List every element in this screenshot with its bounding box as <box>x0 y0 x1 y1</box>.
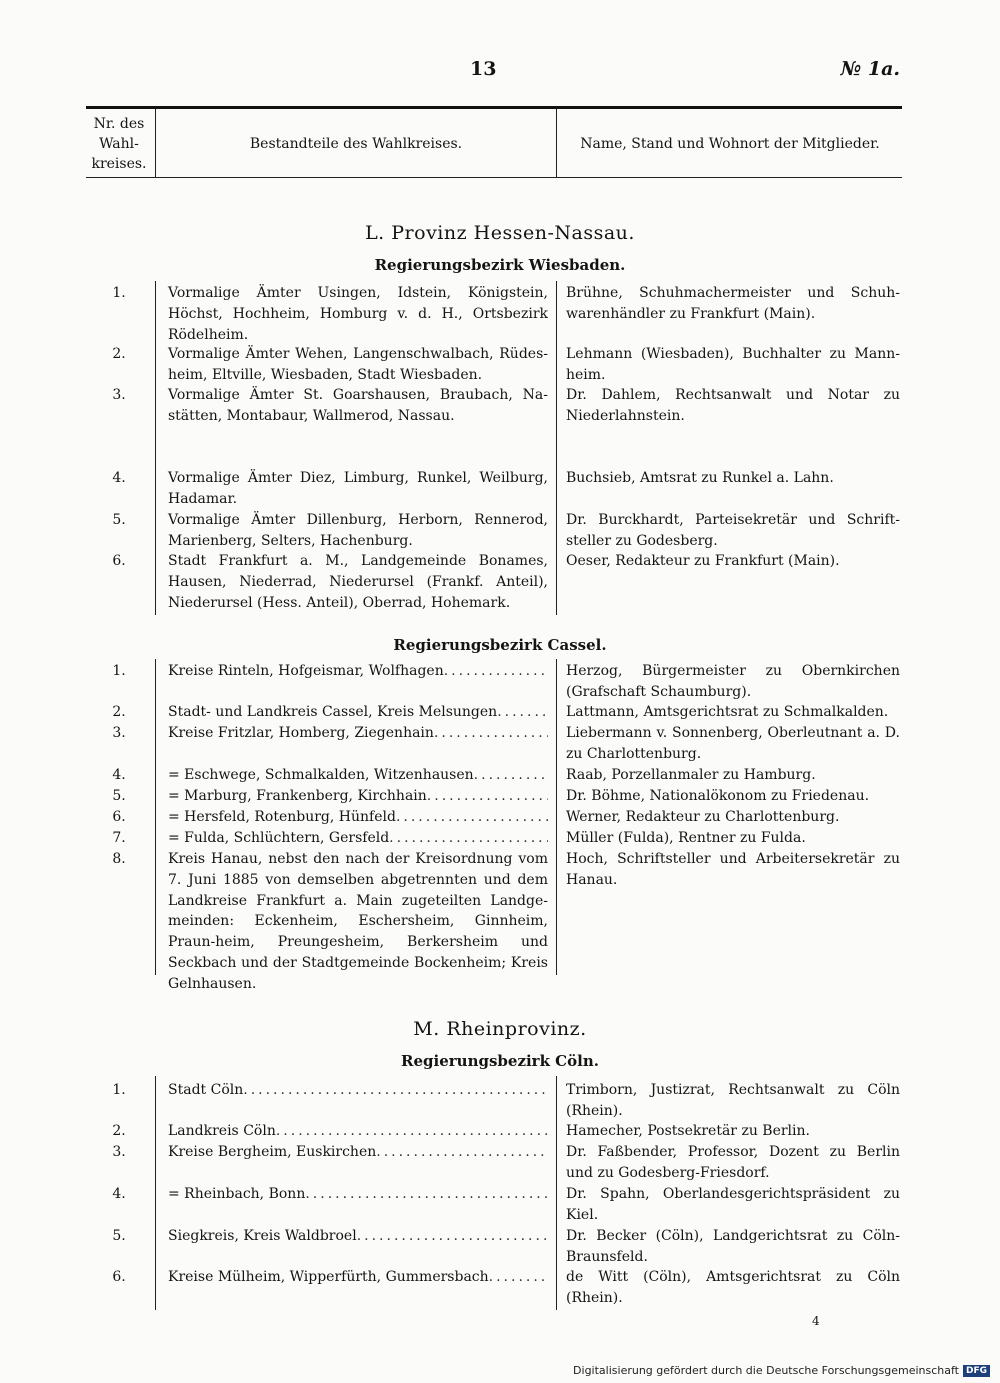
district-parts-text: = Rheinbach, Bonn <box>168 1186 306 1202</box>
member-entry: Dr. Faßbender, Professor, Dozent zu Berlin und zu Godesberg-Friesdorf. <box>566 1144 900 1181</box>
district-parts <box>168 661 548 682</box>
row-number: 1. <box>112 663 126 679</box>
district-parts-text: Kreise Rinteln, Hofgeismar, Wolfhagen <box>168 663 444 679</box>
member-entry: Dr. Burckhardt, Parteisekretär und Schrift-steller zu Godesberg. <box>566 512 900 549</box>
member-entry: Dr. Becker (Cöln), Landgerichtsrat zu Cöln-Braunsfeld. <box>566 1228 900 1265</box>
district-parts <box>168 807 548 828</box>
province-title: M. Rheinprovinz. <box>413 1018 587 1040</box>
district-parts <box>168 1080 548 1101</box>
district-parts-text: Kreise Mülheim, Wipperfürth, Gummersbach <box>168 1269 489 1285</box>
member-entry: Hoch, Schriftsteller und Arbeitersekretär zu Hanau. <box>566 851 900 888</box>
row-number: 3. <box>112 1144 126 1160</box>
district-parts <box>168 1121 548 1142</box>
district-parts <box>168 765 548 786</box>
dot-leader <box>396 807 548 828</box>
district-title: Regierungsbezirk Cassel. <box>393 636 607 654</box>
dot-leader <box>305 1184 548 1205</box>
row-number: 2. <box>112 1123 126 1139</box>
signature-mark: 4 <box>812 1314 820 1328</box>
row-number: 1. <box>112 285 126 301</box>
footer-text: Digitalisierung gefördert durch die Deutsche Forschungsgemeinschaft <box>573 1364 959 1377</box>
district-parts-text: Kreise Bergheim, Euskirchen <box>168 1144 377 1160</box>
district-parts: Stadt Frankfurt a. M., Landgemeinde Bonames, Hausen, Niederrad, Niederursel (Frankf. Anteil), Niederursel (Hess. Anteil), Oberrad, Hohemark. <box>168 553 548 611</box>
district-parts-text: = Marburg, Frankenberg, Kirchhain <box>168 788 427 804</box>
column-header-members: Name, Stand und Wohnort der Mitglieder. <box>580 136 880 152</box>
province-title: L. Provinz Hessen-Nassau. <box>365 222 635 244</box>
district-parts-text: = Fulda, Schlüchtern, Gersfeld <box>168 830 390 846</box>
district-parts <box>168 1142 548 1163</box>
row-number: 8. <box>112 851 126 867</box>
member-entry: Werner, Redakteur zu Charlottenburg. <box>566 809 840 825</box>
member-entry: Trimborn, Justizrat, Rechtsanwalt zu Cöln (Rhein). <box>566 1082 900 1119</box>
column-divider <box>155 1076 156 1310</box>
column-divider <box>155 281 156 615</box>
district-parts-text: Landkreis Cöln <box>168 1123 276 1139</box>
column-divider <box>556 659 557 975</box>
member-entry: Lattmann, Amtsgerichtsrat zu Schmalkalden. <box>566 704 889 720</box>
dot-leader <box>444 661 548 682</box>
district-parts <box>168 1184 548 1205</box>
column-divider <box>556 1076 557 1310</box>
dot-leader <box>427 786 548 807</box>
digitization-footer <box>573 1364 990 1377</box>
dot-leader <box>434 723 548 744</box>
column-header-nr: Nr. des Wahl- kreises. <box>91 116 147 172</box>
district-parts: Vormalige Ämter St. Goarshausen, Braubach, Na-stätten, Montabaur, Wallmerod, Nassau. <box>168 387 548 424</box>
district-parts-text: Kreise Fritzlar, Homberg, Ziegenhain <box>168 725 434 741</box>
member-entry: Brühne, Schuhmachermeister und Schuh-warenhändler zu Frankfurt (Main). <box>566 285 900 322</box>
member-entry: de Witt (Cöln), Amtsgerichtsrat zu Cöln (Rhein). <box>566 1269 900 1306</box>
row-number: 6. <box>112 1269 126 1285</box>
dot-leader <box>497 702 548 723</box>
header-top-rule <box>86 106 902 109</box>
district-parts <box>168 723 548 744</box>
district-parts-text: = Hersfeld, Rotenburg, Hünfeld <box>168 809 396 825</box>
row-number: 3. <box>112 725 126 741</box>
member-entry: Dr. Spahn, Oberlandesgerichtspräsident zu Kiel. <box>566 1186 900 1223</box>
member-entry: Hamecher, Postsekretär zu Berlin. <box>566 1123 810 1139</box>
district-parts <box>168 828 548 849</box>
member-entry: Dr. Böhme, Nationalökonom zu Friedenau. <box>566 788 870 804</box>
district-parts: Vormalige Ämter Diez, Limburg, Runkel, Weilburg, Hadamar. <box>168 470 548 507</box>
row-number: 5. <box>112 512 126 528</box>
column-divider <box>155 659 156 975</box>
district-parts: Vormalige Ämter Usingen, Idstein, Königstein, Höchst, Hochheim, Homburg v. d. H., Ortsbezirk Rödelheim. <box>168 285 548 343</box>
header-bottom-rule <box>86 177 902 178</box>
column-divider <box>556 281 557 615</box>
district-parts-text: = Eschwege, Schmalkalden, Witzenhausen <box>168 767 474 783</box>
page-number: 13 <box>470 58 497 80</box>
column-header-parts: Bestandteile des Wahlkreises. <box>249 136 463 152</box>
member-entry: Liebermann v. Sonnenberg, Oberleutnant a. D. zu Charlottenburg. <box>566 725 900 762</box>
row-number: 6. <box>112 553 126 569</box>
dot-leader <box>389 828 548 849</box>
dot-leader <box>376 1142 548 1163</box>
row-number: 5. <box>112 788 126 804</box>
member-entry: Buchsieb, Amtsrat zu Runkel a. Lahn. <box>566 470 834 486</box>
district-parts <box>168 1226 548 1247</box>
district-parts-text: Siegkreis, Kreis Waldbroel <box>168 1228 357 1244</box>
district-parts: Vormalige Ämter Wehen, Langenschwalbach, Rüdes-heim, Eltville, Wiesbaden, Stadt Wiesbaden. <box>168 346 548 383</box>
member-entry: Dr. Dahlem, Rechtsanwalt und Notar zu Niederlahnstein. <box>566 387 900 424</box>
dot-leader <box>474 765 548 786</box>
district-parts: Kreis Hanau, nebst den nach der Kreisordnung vom 7. Juni 1885 von demselben abgetrennten und dem Landkreise Frankfurt a. Main zugeteilten Landge-meinden: Eckenheim, Eschersheim, Ginnheim, Praun-heim, Preungesheim, Berkersheim und Seckbach und der Stadtgemeinde Bockenheim; Kreis Gelnhausen. <box>168 851 548 992</box>
row-number: 4. <box>112 767 126 783</box>
row-number: 2. <box>112 346 126 362</box>
row-number: 4. <box>112 470 126 486</box>
district-parts <box>168 1267 548 1288</box>
row-number: 1. <box>112 1082 126 1098</box>
district-parts <box>168 702 548 723</box>
district-title: Regierungsbezirk Cöln. <box>401 1052 599 1070</box>
district-parts <box>168 786 548 807</box>
row-number: 5. <box>112 1228 126 1244</box>
district-title: Regierungsbezirk Wiesbaden. <box>374 256 626 274</box>
dot-leader <box>276 1121 548 1142</box>
member-entry: Raab, Porzellanmaler zu Hamburg. <box>566 767 816 783</box>
row-number: 3. <box>112 387 126 403</box>
member-entry: Oeser, Redakteur zu Frankfurt (Main). <box>566 553 840 569</box>
column-divider <box>155 109 156 177</box>
row-number: 2. <box>112 704 126 720</box>
dot-leader <box>243 1080 548 1101</box>
row-number: 6. <box>112 809 126 825</box>
dfg-logo: DFG <box>963 1365 990 1377</box>
member-entry: Lehmann (Wiesbaden), Buchhalter zu Mann-heim. <box>566 346 900 383</box>
district-parts-text: Stadt- und Landkreis Cassel, Kreis Melsungen <box>168 704 498 720</box>
district-parts-text: Stadt Cöln <box>168 1082 244 1098</box>
member-entry: Müller (Fulda), Rentner zu Fulda. <box>566 830 806 846</box>
row-number: 4. <box>112 1186 126 1202</box>
dot-leader <box>489 1267 548 1288</box>
row-number: 7. <box>112 830 126 846</box>
column-divider <box>556 109 557 177</box>
member-entry: Herzog, Bürgermeister zu Obernkirchen (Grafschaft Schaumburg). <box>566 663 900 700</box>
district-parts: Vormalige Ämter Dillenburg, Herborn, Rennerod, Marienberg, Selters, Hachenburg. <box>168 512 548 549</box>
document-number: № 1a. <box>840 58 900 80</box>
dot-leader <box>357 1226 548 1247</box>
